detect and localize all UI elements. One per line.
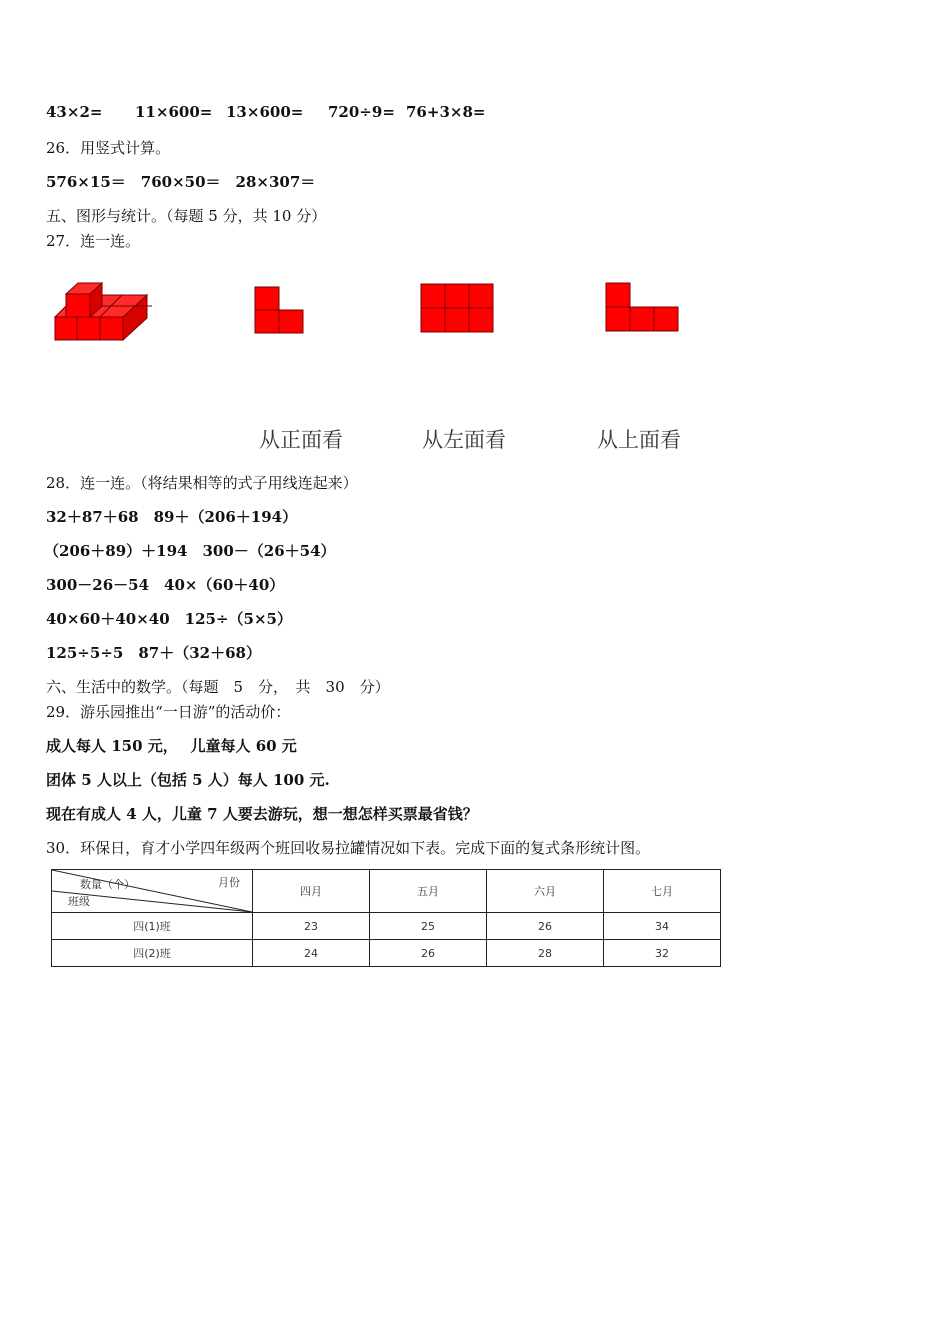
calc-item: 76+3×8= [406,103,486,121]
table-corner-cell [52,870,253,913]
calc-item: 720÷9= [328,103,395,121]
q29-line: 成人每人 150 元， 儿童每人 60 元 [46,737,297,755]
q28-row: 40×60＋40×40 125÷（5×5） [46,610,292,628]
value-cell: 25 [370,913,487,940]
q29-title: 29．游乐园推出“一日游”的活动价： [46,703,291,721]
caption-top-view: 从上面看 [597,428,681,452]
table-row [52,913,721,940]
value-cell: 34 [604,913,721,940]
q26-items: 576×15＝ 760×50＝ 28×307＝ [46,173,316,191]
month-header: 七月 [604,870,721,913]
q29-line: 现在有成人 4 人，儿童 7 人要去游玩，想一想怎样买票最省钱？ [46,805,478,823]
corner-month-label: 月份 [218,876,240,889]
value-cell: 26 [370,940,487,967]
section5-heading: 五、图形与统计。（每题 5 分，共 10 分） [46,207,327,225]
q28-row: 32＋87＋68 89＋（206＋194） [46,508,298,526]
calc-row [46,103,486,121]
q28-row: （206＋89）＋194 300－（26＋54） [44,542,336,560]
value-cell: 32 [604,940,721,967]
month-header: 四月 [253,870,370,913]
value-cell: 26 [487,913,604,940]
section6-heading: 六、生活中的数学。（每题 5 分， 共 30 分） [46,678,390,696]
corner-qty-label: 数量（个） [80,878,135,891]
value-cell: 24 [253,940,370,967]
value-cell: 28 [487,940,604,967]
q28-title: 28．连一连。（将结果相等的式子用线连起来） [46,474,358,492]
view-figure-long-l-shape [605,282,681,334]
q26-title: 26．用竖式计算。 [46,139,171,157]
month-header: 五月 [370,870,487,913]
month-header: 六月 [487,870,604,913]
recycling-table [51,869,721,967]
q27-title: 27．连一连。 [46,232,141,250]
caption-front-view: 从正面看 [259,428,343,452]
value-cell: 23 [253,913,370,940]
class-name-cell: 四(1)班 [52,913,253,940]
caption-left-view: 从左面看 [422,428,506,452]
calc-item: 43×2= [46,103,103,121]
corner-class-label: 班级 [68,895,90,908]
q29-line: 团体 5 人以上（包括 5 人）每人 100 元. [46,771,330,789]
view-figure-rectangle [420,283,496,335]
calc-item: 13×600= [226,103,304,121]
cube-stack-3d-figure [52,268,152,344]
table-row [52,940,721,967]
table-header-row [52,870,721,913]
view-figure-l-shape [254,286,306,336]
calc-item: 11×600= [135,103,213,121]
q30-title: 30．环保日，育才小学四年级两个班回收易拉罐情况如下表。完成下面的复式条形统计图。 [46,839,651,857]
class-name-cell: 四(2)班 [52,940,253,967]
q28-row: 125÷5÷5 87＋（32＋68） [46,644,261,662]
q28-row: 300－26－54 40×（60＋40） [46,576,285,594]
